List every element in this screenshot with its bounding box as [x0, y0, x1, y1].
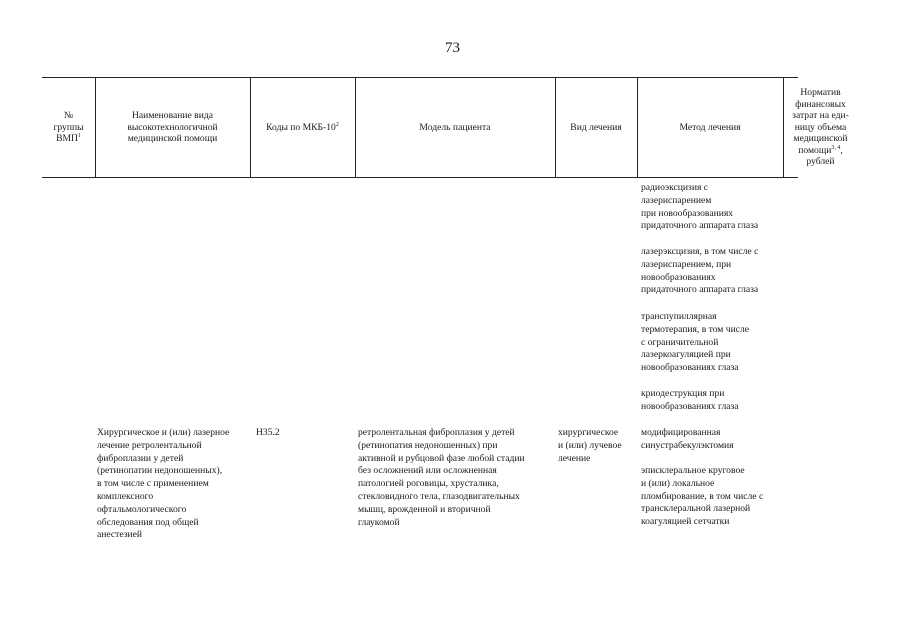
header-care-type-name — [95, 78, 250, 177]
method-item: транспупиллярная термотерапия, в том числе с ограничительной лазеркоагуляцией при новообразованиях глаза — [641, 311, 750, 374]
treatment-type-cell: хирургическое и (или) лучевое лечение — [558, 427, 622, 464]
header-icd-codes — [250, 78, 355, 177]
page-number: 73 — [445, 40, 460, 56]
header-treatment-type — [555, 78, 637, 177]
method-item: радиоэксцизия с лазериспарением при новообразованиях придаточного аппарата глаза — [641, 182, 759, 232]
header-cost-standard-suffix: , рублей — [806, 144, 843, 168]
header-care-type-name-text: Наименование вида высокотехнологичной медицинской помощи — [127, 110, 218, 145]
footnote-1: 1 — [77, 133, 81, 140]
icd-code-cell: H35.2 — [256, 427, 280, 438]
method-item: модифицированная синустрабекулэктомия — [641, 427, 734, 451]
header-patient-model-text: Модель пациента — [419, 121, 491, 133]
footnote-2: 2 — [335, 121, 339, 128]
header-patient-model — [355, 78, 555, 177]
method-item: эписклеральное круговое и (или) локальное пломбирование, в том числе с трансклеральной лазерной коагуляцией сетчатки — [641, 465, 764, 528]
method-item: лазерэксцизия, в том числе с лазериспарением, при новообразованиях придаточного аппарата глаза — [641, 246, 759, 296]
patient-model-cell: ретролентальная фиброплазия у детей (ретинопатия недоношенных) при активной и рубцовой фазе любой стадии без осложнений или осложненная патологией роговицы, хрусталика, стекловидного тела, глазодвигательных мышц, врожденной и вторичной глаукомой — [358, 427, 525, 528]
header-treatment-type-text: Вид лечения — [570, 121, 622, 133]
header-cost-standard-text: Норматив финансовых затрат на еди- ницу объема медицинской помощи — [792, 86, 849, 156]
header-treatment-method — [637, 78, 783, 177]
header-group-number-text: № группы ВМП — [53, 110, 84, 145]
method-item: криодеструкция при новообразованиях глаза — [641, 388, 739, 412]
care-type-name-cell: Хирургическое и (или) лазерное лечение ретролентальной фиброплазии у детей (ретинопатии недоношенных), в том числе с применением комплексного офтальмологического обследования под общей анестезией — [97, 427, 230, 541]
footnote-3-4: 3, 4 — [831, 144, 841, 151]
header-group-number — [42, 78, 95, 177]
header-icd-codes-text: Коды по МКБ-10 — [266, 121, 336, 133]
header-cost-standard — [783, 78, 858, 177]
table-header-bottom-border — [42, 177, 798, 178]
header-treatment-method-text: Метод лечения — [679, 121, 741, 133]
